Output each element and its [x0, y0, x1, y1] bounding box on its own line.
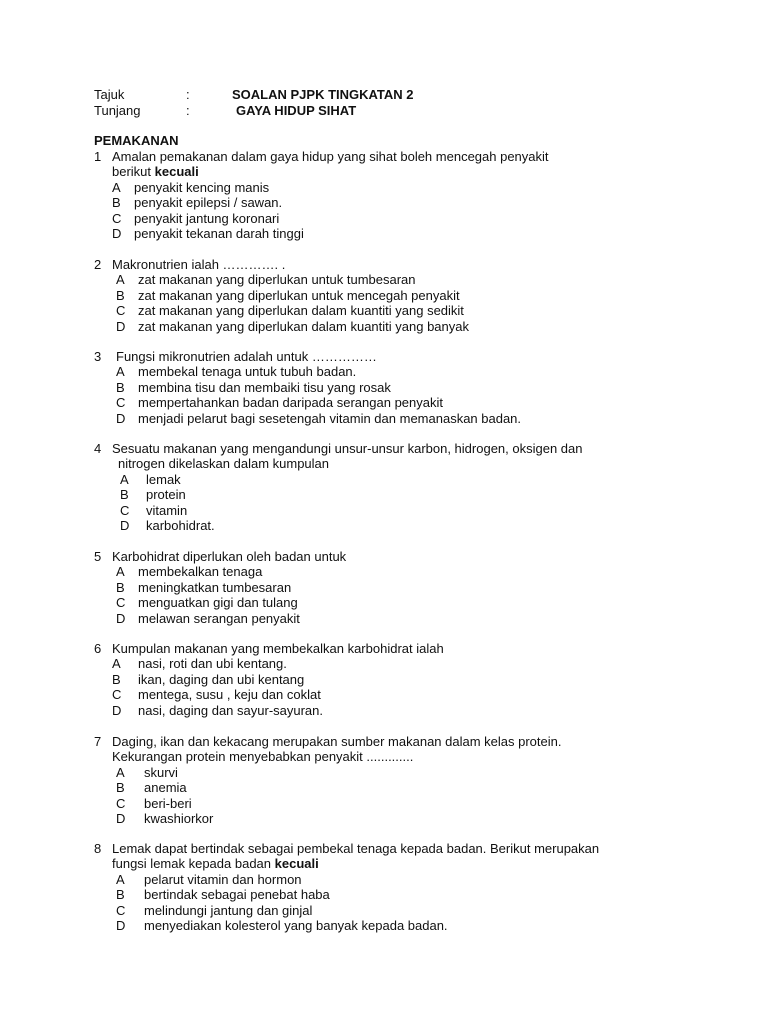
question-number: 6 — [94, 641, 102, 656]
option-letter: B — [116, 780, 125, 796]
question-text: Kumpulan makanan yang membekalkan karbohidrat ialah — [112, 641, 444, 656]
option-letter: A — [116, 272, 125, 288]
option-letter: A — [116, 871, 125, 887]
option-b — [94, 195, 694, 210]
option-d — [94, 611, 694, 626]
option-letter: C — [116, 395, 126, 411]
option-text: membekal tenaga untuk tubuh badan. — [138, 364, 357, 380]
option-text: menyediakan kolesterol yang banyak kepada badan. — [144, 917, 448, 933]
section-title: PEMAKANAN — [94, 133, 179, 148]
option-letter: C — [112, 687, 122, 703]
option-a — [94, 656, 694, 671]
option-letter: B — [116, 287, 125, 303]
option-text: mempertahankan badan daripada serangan penyakit — [138, 395, 443, 411]
option-letter: C — [116, 902, 126, 918]
option-d — [94, 411, 694, 426]
option-letter: D — [112, 225, 122, 241]
option-text: membekalkan tenaga — [138, 564, 263, 580]
option-a — [94, 472, 694, 487]
question-7 — [94, 734, 694, 826]
option-letter: A — [120, 471, 129, 487]
question-text: Daging, ikan dan kekacang merupakan sumber makanan dalam kelas protein. — [112, 734, 562, 749]
question-4 — [94, 441, 694, 533]
option-c — [94, 796, 694, 811]
option-d — [94, 226, 694, 241]
option-a — [94, 272, 694, 287]
option-letter: C — [120, 502, 130, 518]
option-text: nasi, roti dan ubi kentang. — [138, 656, 287, 672]
tunjang-label: Tunjang — [94, 103, 141, 118]
question-1 — [94, 149, 694, 241]
option-d — [94, 918, 694, 933]
option-text: vitamin — [146, 502, 188, 518]
option-text: melindungi jantung dan ginjal — [144, 902, 313, 918]
option-text: meningkatkan tumbesaran — [138, 579, 292, 595]
question-emphasis: kecuali — [274, 856, 319, 872]
option-text: zat makanan yang diperlukan untuk tumbesaran — [138, 272, 416, 288]
question-6 — [94, 641, 694, 718]
option-letter: A — [116, 564, 125, 580]
option-text: pelarut vitamin dan hormon — [144, 871, 302, 887]
question-emphasis: kecuali — [154, 164, 199, 180]
option-c — [94, 903, 694, 918]
question-text: Makronutrien ialah …………. . — [112, 257, 286, 272]
option-letter: C — [112, 210, 122, 226]
option-text: zat makanan yang diperlukan untuk mencegah penyakit — [138, 287, 460, 303]
option-text: menguatkan gigi dan tulang — [138, 595, 298, 611]
option-text: membina tisu dan membaiki tisu yang rosak — [138, 379, 391, 395]
option-text: zat makanan yang diperlukan dalam kuantiti yang banyak — [138, 318, 469, 334]
option-a — [94, 364, 694, 379]
option-text: bertindak sebagai penebat haba — [144, 887, 330, 903]
option-text: skurvi — [144, 764, 178, 780]
option-text: beri-beri — [144, 795, 192, 811]
option-b — [94, 380, 694, 395]
option-b — [94, 288, 694, 303]
option-text: penyakit epilepsi / sawan. — [134, 195, 283, 211]
option-text: nasi, daging dan sayur-sayuran. — [138, 702, 324, 718]
option-b — [94, 580, 694, 595]
option-b — [94, 780, 694, 795]
tajuk-colon: : — [186, 87, 190, 102]
option-letter: D — [116, 917, 126, 933]
question-number: 4 — [94, 441, 102, 456]
option-letter: D — [120, 517, 130, 533]
option-c — [94, 687, 694, 702]
question-8 — [94, 841, 694, 933]
option-text: protein — [146, 487, 186, 503]
option-c — [94, 503, 694, 518]
question-text-continued — [112, 856, 319, 871]
option-d — [94, 319, 694, 334]
option-letter: C — [116, 795, 126, 811]
question-2 — [94, 257, 694, 334]
option-a — [94, 765, 694, 780]
option-letter: B — [112, 195, 121, 211]
option-letter: B — [120, 487, 129, 503]
tunjang-colon: : — [186, 103, 190, 118]
question-text: Karbohidrat diperlukan oleh badan untuk — [112, 549, 347, 564]
option-text: penyakit tekanan darah tinggi — [134, 225, 304, 241]
option-b — [94, 487, 694, 502]
option-a — [94, 872, 694, 887]
question-text: Amalan pemakanan dalam gaya hidup yang sihat boleh mencegah penyakit — [112, 149, 549, 164]
question-3 — [94, 349, 694, 426]
option-letter: B — [116, 579, 125, 595]
option-letter: A — [116, 364, 125, 380]
option-b — [94, 672, 694, 687]
option-letter: B — [112, 671, 121, 687]
option-letter: B — [116, 887, 125, 903]
question-number: 3 — [94, 349, 102, 364]
option-letter: C — [116, 303, 126, 319]
option-a — [94, 564, 694, 579]
option-d — [94, 811, 694, 826]
question-number: 5 — [94, 549, 102, 564]
question-text-continued — [112, 164, 199, 179]
question-text: Lemak dapat bertindak sebagai pembekal tenaga kepada badan. Berikut merupakan — [112, 841, 600, 856]
option-b — [94, 887, 694, 902]
option-letter: D — [116, 810, 126, 826]
option-letter: C — [116, 595, 126, 611]
option-text: penyakit jantung koronari — [134, 210, 280, 226]
option-text: menjadi pelarut bagi sesetengah vitamin dan memanaskan badan. — [138, 410, 522, 426]
tunjang-value: GAYA HIDUP SIHAT — [236, 103, 357, 118]
option-letter: A — [112, 656, 121, 672]
option-text: karbohidrat. — [146, 517, 215, 533]
question-text-continued: Kekurangan protein menyebabkan penyakit ............. — [112, 749, 414, 765]
option-letter: D — [116, 610, 126, 626]
question-5 — [94, 549, 694, 626]
question-number: 7 — [94, 734, 102, 749]
option-text: lemak — [146, 471, 181, 487]
option-text: ikan, daging dan ubi kentang — [138, 671, 305, 687]
option-letter: A — [116, 764, 125, 780]
question-text: Fungsi mikronutrien adalah untuk …………… — [116, 349, 377, 364]
option-d — [94, 703, 694, 718]
option-letter: D — [116, 410, 126, 426]
option-letter: B — [116, 379, 125, 395]
option-letter: D — [112, 702, 122, 718]
option-d — [94, 518, 694, 533]
question-number: 2 — [94, 257, 102, 272]
option-c — [94, 303, 694, 318]
option-letter: D — [116, 318, 126, 334]
option-text: mentega, susu , keju dan coklat — [138, 687, 321, 703]
option-text: kwashiorkor — [144, 810, 214, 826]
tajuk-label: Tajuk — [94, 87, 125, 102]
question-text: Sesuatu makanan yang mengandungi unsur-unsur karbon, hidrogen, oksigen dan — [112, 441, 583, 456]
question-number: 8 — [94, 841, 102, 856]
option-a — [94, 180, 694, 195]
option-c — [94, 395, 694, 410]
question-text-prefix: fungsi lemak kepada badan — [112, 856, 275, 872]
option-c — [94, 211, 694, 226]
option-text: melawan serangan penyakit — [138, 610, 300, 626]
question-text-prefix: berikut — [112, 164, 155, 180]
option-letter: A — [112, 179, 121, 195]
option-c — [94, 595, 694, 610]
question-number: 1 — [94, 149, 102, 164]
question-text-continued: nitrogen dikelaskan dalam kumpulan — [118, 456, 330, 472]
tajuk-value: SOALAN PJPK TINGKATAN 2 — [232, 87, 414, 102]
option-text: penyakit kencing manis — [134, 179, 270, 195]
option-text: zat makanan yang diperlukan dalam kuantiti yang sedikit — [138, 303, 464, 319]
option-text: anemia — [144, 780, 187, 796]
